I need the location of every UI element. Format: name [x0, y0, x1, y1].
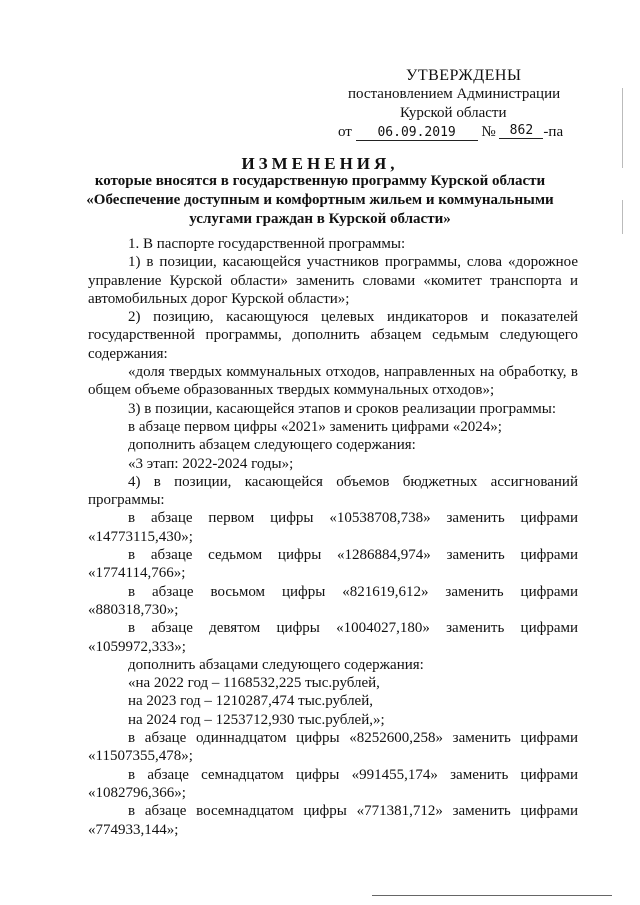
- paragraph: «на 2022 год – 1168532,225 тыс.рублей,: [128, 675, 380, 692]
- approved-label: УТВЕРЖДЕНЫ: [406, 67, 522, 84]
- approval-date-line: [338, 123, 610, 142]
- document-title: [0, 172, 640, 229]
- paragraph: «доля твердых коммунальных отходов, направленных на обработку, в общем объеме образованных твердых коммунальных отходов»;: [88, 364, 578, 399]
- document-body: [88, 235, 578, 839]
- approval-date: 06.09.2019: [356, 125, 478, 141]
- date-prefix: от: [338, 124, 352, 140]
- paragraph: в абзаце первом цифры «2021» заменить цифрами «2024»;: [128, 418, 502, 435]
- scan-edge-mark: [622, 88, 623, 168]
- paragraph: дополнить абзацем следующего содержания:: [128, 437, 416, 454]
- paragraph: в абзаце седьмом цифры «1286884,974» заменить цифрами «1774114,766»;: [88, 547, 578, 582]
- title-line-1: которые вносятся в государственную программу Курской области: [94, 173, 546, 189]
- number-prefix: №: [481, 124, 496, 140]
- paragraph: в абзаце одиннадцатом цифры «8252600,258» заменить цифрами «11507355,478»;: [88, 730, 578, 765]
- document-heading: ИЗМЕНЕНИЯ,: [241, 154, 399, 173]
- scan-bottom-mark: [372, 895, 612, 896]
- paragraph: 1. В паспорте государственной программы:: [128, 236, 406, 252]
- paragraph: на 2024 год – 1253712,930 тыс.рублей,»;: [128, 711, 385, 728]
- approval-stamp: [330, 66, 610, 142]
- paragraph: на 2023 год – 1210287,474 тыс.рублей,: [128, 693, 373, 710]
- paragraph: 2) позицию, касающуюся целевых индикаторов и показателей государственной программы, дополнить абзацем седьмым следующего содержания:: [88, 309, 578, 362]
- number-suffix: -па: [543, 124, 564, 140]
- paragraph: в абзаце семнадцатом цифры «991455,174» заменить цифрами «1082796,366»;: [88, 766, 578, 801]
- paragraph: в абзаце восьмом цифры «821619,612» заменить цифрами «880318,730»;: [88, 583, 578, 618]
- paragraph: в абзаце первом цифры «10538708,738» заменить цифрами «14773115,430»;: [88, 510, 578, 545]
- title-line-3: услугами граждан в Курской области»: [189, 211, 451, 227]
- paragraph: 4) в позиции, касающейся объемов бюджетных ассигнований программы:: [88, 473, 578, 509]
- paragraph: в абзаце восемнадцатом цифры «771381,712» заменить цифрами «774933,144»;: [88, 803, 578, 838]
- paragraph: дополнить абзацами следующего содержания:: [128, 656, 424, 673]
- title-line-2: «Обеспечение доступным и комфортным жильем и коммунальными: [86, 192, 554, 208]
- paragraph: в абзаце девятом цифры «1004027,180» заменить цифрами «1059972,333»;: [88, 620, 578, 655]
- paragraph: 1) в позиции, касающейся участников программы, слова «дорожное управление Курской области» заменить словами «комитет транспорта и автомобильных дорог Курской области»;: [88, 254, 578, 307]
- approval-org-line1: постановлением Администрации: [348, 86, 561, 102]
- paragraph: «3 этап: 2022-2024 годы»;: [128, 455, 294, 472]
- scan-edge-mark: [622, 200, 623, 234]
- paragraph: 3) в позиции, касающейся этапов и сроков реализации программы:: [128, 400, 557, 417]
- approval-number: 862: [499, 123, 543, 139]
- approval-org-line2: Курской области: [400, 105, 507, 121]
